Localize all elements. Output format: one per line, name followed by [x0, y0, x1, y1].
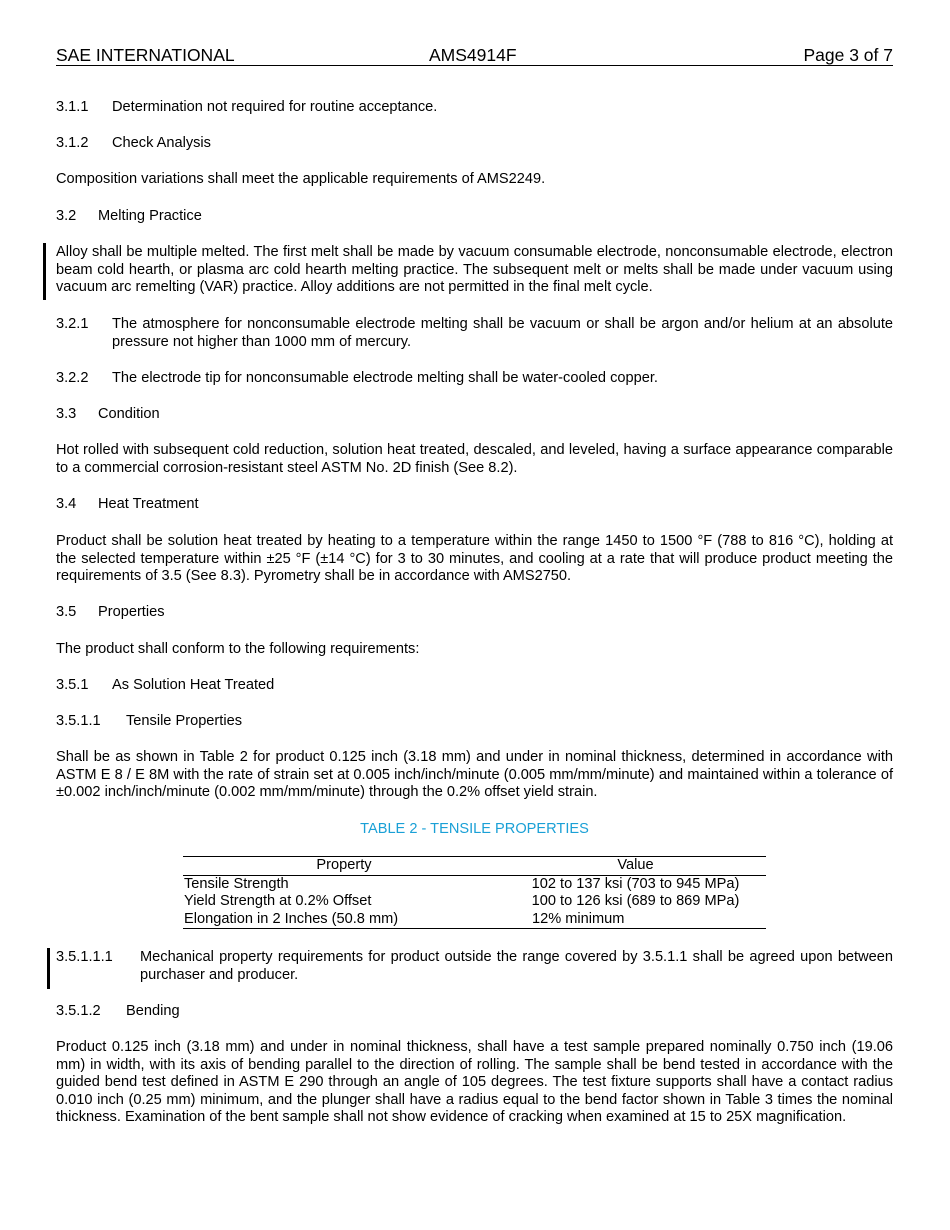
section-3-5-1-2 — [56, 1003, 893, 1021]
section-3-1-2 — [56, 135, 893, 153]
section-number: 3.5 — [56, 604, 77, 620]
table-row — [183, 911, 766, 929]
section-text: Mechanical property requirements for product outside the range covered by 3.5.1.1 shall be agreed upon between purchaser and producer. — [140, 949, 893, 983]
table-cell-value: 12% minimum — [504, 911, 766, 929]
section-3-2 — [56, 208, 893, 226]
header-doc-number: AMS4914F — [429, 45, 517, 65]
column-header-value: Value — [504, 857, 766, 876]
section-3-5 — [56, 604, 893, 622]
section-number: 3.5.1.1 — [56, 713, 101, 729]
column-header-property: Property — [183, 857, 504, 876]
section-number: 3.2 — [56, 208, 77, 224]
section-title: Condition — [98, 406, 160, 422]
section-title: Tensile Properties — [126, 713, 242, 729]
section-text: The electrode tip for nonconsumable electrode melting shall be water-cooled copper. — [112, 370, 658, 386]
section-number: 3.5.1.2 — [56, 1003, 101, 1019]
section-3-5-1-1-1 — [56, 949, 893, 984]
section-text: The atmosphere for nonconsumable electrode melting shall be vacuum or shall be argon and/or helium at an absolute pressure not higher than 1000 mm of mercury. — [112, 316, 893, 350]
section-number: 3.5.1 — [56, 677, 89, 693]
section-3-1-1 — [56, 99, 893, 117]
section-number: 3.3 — [56, 406, 77, 422]
section-3-5-1-1 — [56, 713, 893, 731]
section-number: 3.2.2 — [56, 370, 89, 386]
section-title: Melting Practice — [98, 208, 202, 224]
paragraph-3-2: Alloy shall be multiple melted. The first melt shall be made by vacuum consumable electrode, nonconsumable electrode, electron beam cold hearth, or plasma arc cold hearth melting practice. The subsequent melt or melts shall be made under vacuum using vacuum arc remelting (VAR) practice. Alloy additions are not permitted in the final melt cycle. — [56, 244, 893, 296]
section-3-4 — [56, 496, 893, 514]
table-cell-value: 102 to 137 ksi (703 to 945 MPa) — [531, 875, 740, 892]
section-3-3 — [56, 406, 893, 424]
page-header — [56, 45, 893, 66]
section-title: Bending — [126, 1003, 180, 1019]
paragraph-3-4: Product shall be solution heat treated by heating to a temperature within the range 1450 to 1500 °F (788 to 816 °C), holding at the selected temperature within ±25 °F (±14 °C) for 3 to 30 minutes, and cooling at a rate that will produce product meeting the requirements of 3.5 (See 8.3). Pyrometry shall be in accordance with AMS2750. — [56, 533, 893, 585]
section-3-2-2 — [56, 370, 893, 388]
table-row — [183, 875, 766, 893]
paragraph-3-5-1-2: Product 0.125 inch (3.18 mm) and under in nominal thickness, shall have a test sample prepared nominally 0.750 inch (19.06 mm) in width, with its axis of bending parallel to the direction of rolling. The sample shall be bend tested in accordance with the guided bend test defined in ASTM E 290 through an angle of 105 degrees. The test fixture supports shall have a contact radius 0.010 inch (0.25 mm) minimum, and the plunger shall have a radius equal to the bend factor shown in Table 3 times the nominal thickness. Examination of the bent sample shall not show evidence of cracking when examined at 15 to 25X magnification. — [56, 1039, 893, 1126]
paragraph-3-5: The product shall conform to the following requirements: — [56, 641, 420, 657]
section-number: 3.2.1 — [56, 316, 89, 332]
section-number: 3.1.1 — [56, 99, 89, 115]
tensile-properties-table — [183, 856, 766, 929]
section-title: Check Analysis — [112, 135, 211, 151]
table-cell-value: 100 to 126 ksi (689 to 869 MPa) — [531, 893, 740, 909]
change-bar — [43, 243, 46, 300]
section-text: Determination not required for routine acceptance. — [112, 99, 438, 115]
change-bar — [47, 948, 50, 989]
paragraph-3-1-2: Composition variations shall meet the applicable requirements of AMS2249. — [56, 171, 546, 187]
paragraph-3-5-1-1: Shall be as shown in Table 2 for product 0.125 inch (3.18 mm) and under in nominal thickness, determined in accordance with ASTM E 8 / E 8M with the rate of strain set at 0.005 inch/inch/minute (0.005 mm/mm/minute) and maintained within a tolerance of ±0.002 inch/inch/minute (0.002 mm/mm/minute) through the 0.2% offset yield strain. — [56, 749, 893, 801]
table-row — [183, 893, 766, 911]
section-3-2-1 — [56, 316, 893, 351]
table-cell-property: Yield Strength at 0.2% Offset — [184, 893, 372, 909]
section-number: 3.1.2 — [56, 135, 89, 151]
section-number: 3.5.1.1.1 — [56, 949, 113, 965]
paragraph-3-3: Hot rolled with subsequent cold reduction, solution heat treated, descaled, and leveled, having a surface appearance comparable to a commercial corrosion-resistant steel ASTM No. 2D finish (See 8.2). — [56, 442, 893, 476]
section-title: Properties — [98, 604, 165, 620]
section-3-5-1 — [56, 677, 893, 695]
header-page-number: Page 3 of 7 — [803, 45, 893, 65]
section-title: As Solution Heat Treated — [112, 677, 275, 693]
section-number: 3.4 — [56, 496, 77, 512]
table-cell-property: Elongation in 2 Inches (50.8 mm) — [183, 911, 504, 929]
section-title: Heat Treatment — [98, 496, 199, 512]
header-organization: SAE INTERNATIONAL — [56, 45, 235, 65]
table-cell-property: Tensile Strength — [184, 875, 289, 892]
table-header-row — [183, 857, 766, 876]
table-caption: TABLE 2 - TENSILE PROPERTIES — [360, 821, 589, 837]
